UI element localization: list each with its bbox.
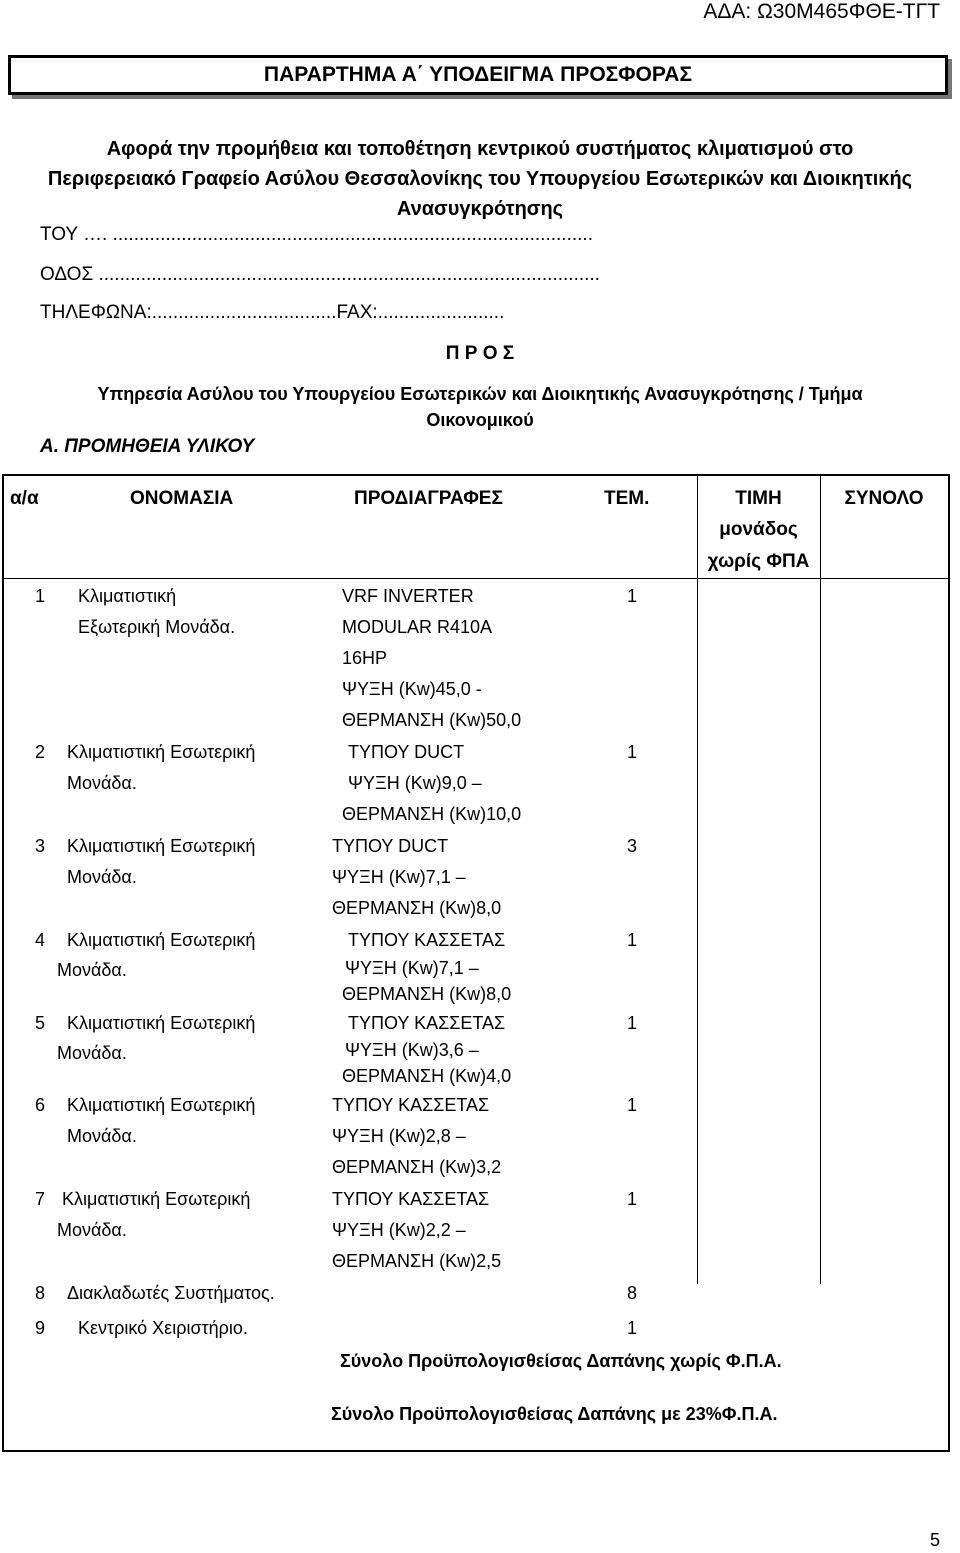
header-price-line-1: ΤΙΜΗ — [735, 488, 782, 509]
row-5-spec-3: ΘΕΡΜΑΝΣΗ (Kw)4,0 — [342, 1066, 512, 1086]
row-1-spec-5: ΘΕΡΜΑΝΣΗ (Kw)50,0 — [342, 710, 522, 730]
row-3-spec-3: ΘΕΡΜΑΝΣΗ (Kw)8,0 — [332, 898, 502, 918]
field-tou: ΤΟΥ …. ........................................................................................... — [40, 224, 593, 245]
row-5-name: Κλιματιστική Εσωτερική — [67, 1013, 256, 1033]
header-total: ΣΥΝΟΛΟ — [844, 488, 924, 509]
header-price-line-2: μονάδος — [719, 519, 798, 540]
row-5-spec-1: ΤΥΠΟΥ ΚΑΣΣΕΤΑΣ — [348, 1013, 506, 1033]
row-7-name: Κλιματιστική Εσωτερική — [62, 1189, 251, 1209]
row-9-name: Κεντρικό Χειριστήριο. — [78, 1318, 248, 1338]
row-1-name: Κλιματιστική — [78, 586, 177, 606]
row-1-spec-2: MODULAR R410A — [342, 617, 493, 637]
header-qty: ΤΕΜ. — [604, 488, 650, 509]
intro-line-2: Περιφερειακό Γραφείο Ασύλου Θεσσαλονίκης του Υπουργείου Εσωτερικών και Διοικητικής — [47, 168, 913, 190]
row-3-aa: 3 — [35, 836, 46, 856]
row-4-name-2: Μονάδα. — [57, 960, 127, 980]
field-odos: ΟΔΟΣ ............................................................................................... — [40, 264, 600, 285]
row-8-qty: 8 — [627, 1283, 638, 1303]
row-1-qty: 1 — [627, 586, 638, 606]
row-4-spec-2: ΨΥΞΗ (Kw)7,1 – — [345, 958, 479, 978]
row-1-spec-4: ΨΥΞΗ (Kw)45,0 - — [342, 679, 482, 699]
row-6-name-2: Μονάδα. — [67, 1126, 137, 1146]
row-6-spec-1: ΤΥΠΟΥ ΚΑΣΣΕΤΑΣ — [332, 1095, 490, 1115]
row-7-qty: 1 — [627, 1189, 638, 1209]
row-5-qty: 1 — [627, 1013, 638, 1033]
row-9-aa: 9 — [35, 1318, 46, 1338]
total-with-vat-label: Σύνολο Προϋπολογισθείσας Δαπάνης με 23%Φ.Π.Α. — [331, 1404, 778, 1424]
row-3-name-2: Μονάδα. — [67, 867, 137, 887]
row-6-spec-2: ΨΥΞΗ (Kw)2,8 – — [332, 1126, 466, 1146]
row-2-qty: 1 — [627, 742, 638, 762]
field-phone-fax: ΤΗΛΕΦΩΝΑ:...................................FAX:........................ — [40, 302, 505, 323]
row-6-qty: 1 — [627, 1095, 638, 1115]
pros-heading: Π Ρ Ο Σ — [445, 343, 515, 364]
row-7-spec-3: ΘΕΡΜΑΝΣΗ (Kw)2,5 — [332, 1251, 502, 1271]
row-6-name: Κλιματιστική Εσωτερική — [67, 1095, 256, 1115]
row-9-qty: 1 — [627, 1318, 638, 1338]
row-2-aa: 2 — [35, 742, 46, 762]
total-without-vat-label: Σύνολο Προϋπολογισθείσας Δαπάνης χωρίς Φ.Π.Α. — [340, 1351, 782, 1371]
header-name: ΟΝΟΜΑΣΙΑ — [130, 488, 234, 509]
row-2-spec-1: ΤΥΠΟΥ DUCT — [348, 742, 465, 762]
row-2-name: Κλιματιστική Εσωτερική — [67, 742, 256, 762]
row-7-spec-2: ΨΥΞΗ (Kw)2,2 – — [332, 1220, 466, 1240]
row-4-spec-1: ΤΥΠΟΥ ΚΑΣΣΕΤΑΣ — [348, 930, 506, 950]
row-4-aa: 4 — [35, 930, 46, 950]
section-heading: Α. ΠΡΟΜΗΘΕΙΑ ΥΛΙΚΟΥ — [40, 436, 255, 457]
table-header-divider — [2, 578, 948, 579]
row-1-spec-3: 16HP — [342, 648, 388, 668]
row-3-qty: 3 — [627, 836, 638, 856]
row-7-aa: 7 — [35, 1189, 46, 1209]
row-2-spec-2: ΨΥΞΗ (Kw)9,0 – — [348, 773, 482, 793]
row-8-aa: 8 — [35, 1283, 46, 1303]
intro-line-3: Ανασυγκρότησης — [396, 198, 564, 220]
row-6-spec-3: ΘΕΡΜΑΝΣΗ (Kw)3,2 — [332, 1157, 502, 1177]
page-number: 5 — [929, 1530, 940, 1550]
row-4-qty: 1 — [627, 930, 638, 950]
row-3-spec-2: ΨΥΞΗ (Kw)7,1 – — [332, 867, 466, 887]
row-2-name-2: Μονάδα. — [67, 773, 137, 793]
row-5-name-2: Μονάδα. — [57, 1043, 127, 1063]
service-line-2: Οικονομικού — [426, 410, 534, 430]
header-specs: ΠΡΟΔΙΑΓΡΑΦΕΣ — [354, 488, 503, 509]
row-6-aa: 6 — [35, 1095, 46, 1115]
row-1-aa: 1 — [35, 586, 46, 606]
row-5-aa: 5 — [35, 1013, 46, 1033]
table-column-divider — [697, 474, 698, 1284]
table-column-divider — [820, 474, 821, 1284]
row-5-spec-2: ΨΥΞΗ (Kw)3,6 – — [345, 1040, 479, 1060]
row-2-spec-3: ΘΕΡΜΑΝΣΗ (Kw)10,0 — [342, 804, 522, 824]
row-3-spec-1: ΤΥΠΟΥ DUCT — [332, 836, 449, 856]
service-line-1: Υπηρεσία Ασύλου του Υπουργείου Εσωτερικών και Διοικητικής Ανασυγκρότησης / Τμήμα — [97, 384, 863, 404]
document-title: ΠΑΡΑΡΤΗΜΑ Α΄ ΥΠΟΔΕΙΓΜΑ ΠΡΟΣΦΟΡΑΣ — [8, 55, 948, 95]
ada-code: ΑΔΑ: Ω30Μ465ΦΘΕ-ΤΓΤ — [703, 0, 940, 23]
row-3-name: Κλιματιστική Εσωτερική — [67, 836, 256, 856]
row-8-name: Διακλαδωτές Συστήματος. — [67, 1283, 275, 1303]
row-7-spec-1: ΤΥΠΟΥ ΚΑΣΣΕΤΑΣ — [332, 1189, 490, 1209]
row-1-spec-1: VRF INVERTER — [342, 586, 474, 606]
row-1-name-2: Εξωτερική Μονάδα. — [78, 617, 236, 637]
row-7-name-2: Μονάδα. — [57, 1220, 127, 1240]
row-4-name: Κλιματιστική Εσωτερική — [67, 930, 256, 950]
header-aa: α/α — [10, 488, 39, 509]
intro-line-1: Αφορά την προμήθεια και τοποθέτηση κεντρικού συστήματος κλιματισμού στο — [106, 138, 854, 160]
header-price-line-3: χωρίς ΦΠΑ — [707, 551, 810, 572]
row-4-spec-3: ΘΕΡΜΑΝΣΗ (Kw)8,0 — [342, 984, 512, 1004]
